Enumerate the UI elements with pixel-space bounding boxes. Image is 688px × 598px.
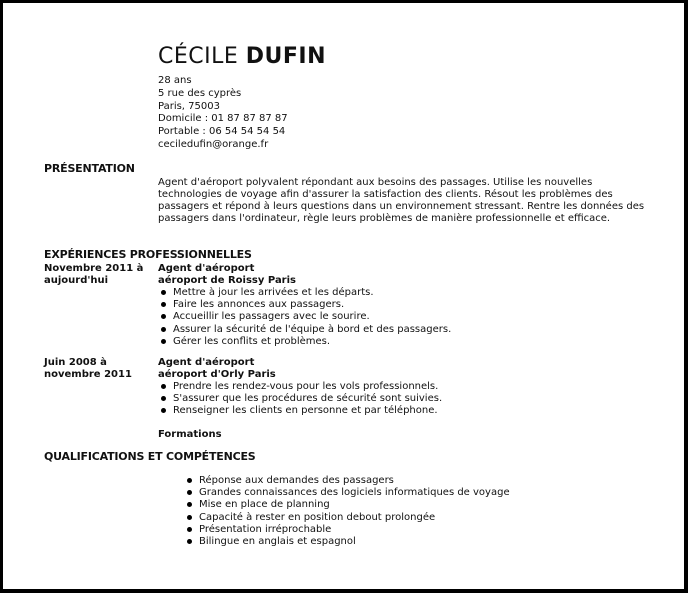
job-company: aéroport de Roissy Paris	[158, 275, 296, 286]
list-item: Réponse aux demandes des passagers	[184, 475, 510, 487]
list-item: Assurer la sécurité de l'équipe à bord et des passagers.	[158, 324, 451, 336]
city: Paris, 75003	[158, 100, 220, 112]
mobile-phone: Portable : 06 54 54 54 54	[158, 126, 286, 138]
last-name: DUFIN	[245, 44, 327, 69]
list-item: Capacité à rester en position debout prolongée	[184, 512, 510, 524]
list-item: Grandes connaissances des logiciels informatiques de voyage	[184, 487, 510, 499]
contact-info	[158, 75, 288, 152]
task-list	[158, 287, 451, 348]
home-phone: Domicile : 01 87 87 87 87	[158, 113, 288, 125]
job-dates: Juin 2008 à novembre 2011	[44, 357, 132, 380]
job-dates: Novembre 2011 à aujourd'hui	[44, 263, 144, 286]
presentation-heading: PRÉSENTATION	[44, 162, 135, 175]
email: ceciledufin@orange.fr	[158, 138, 269, 150]
list-item: S'assurer que les procédures de sécurité sont suivies.	[158, 393, 442, 405]
list-item: Accueillir les passagers avec le sourire.	[158, 311, 451, 323]
job-title: Agent d'aéroport	[158, 263, 255, 274]
job-title: Agent d'aéroport	[158, 357, 255, 368]
list-item: Prendre les rendez-vous pour les vols professionnels.	[158, 381, 442, 393]
task-list	[158, 381, 442, 418]
list-item: Mettre à jour les arrivées et les départs.	[158, 287, 451, 299]
age: 28 ans	[158, 75, 192, 86]
street: 5 rue des cyprès	[158, 87, 242, 99]
qualifications-list	[184, 475, 510, 548]
qualifications-heading: QUALIFICATIONS ET COMPÉTENCES	[44, 450, 256, 463]
list-item: Renseigner les clients en personne et par téléphone.	[158, 405, 442, 417]
candidate-name	[158, 44, 326, 69]
formations-label: Formations	[158, 429, 222, 440]
list-item: Mise en place de planning	[184, 499, 510, 511]
job-entry	[158, 263, 451, 348]
job-entry	[158, 357, 442, 418]
list-item: Bilingue en anglais et espagnol	[184, 536, 510, 548]
experience-heading: EXPÉRIENCES PROFESSIONNELLES	[44, 248, 252, 261]
list-item: Faire les annonces aux passagers.	[158, 299, 451, 311]
list-item: Présentation irréprochable	[184, 524, 510, 536]
job-company: aéroport d'Orly Paris	[158, 369, 276, 380]
first-name: CÉCILE	[158, 44, 239, 69]
presentation-text: Agent d'aéroport polyvalent répondant aux besoins des passages. Utilise les nouvelles technologies de voyage afin d'assurer la satisfaction des clients. Résout les problèmes des passagers et répond à leurs questions dans un environnement stressant. Rentre les données des passagers dans l'ordinateur, règle leurs problèmes de manière professionnelle et efficace.	[158, 177, 645, 224]
list-item: Gérer les conflits et problèmes.	[158, 336, 451, 348]
